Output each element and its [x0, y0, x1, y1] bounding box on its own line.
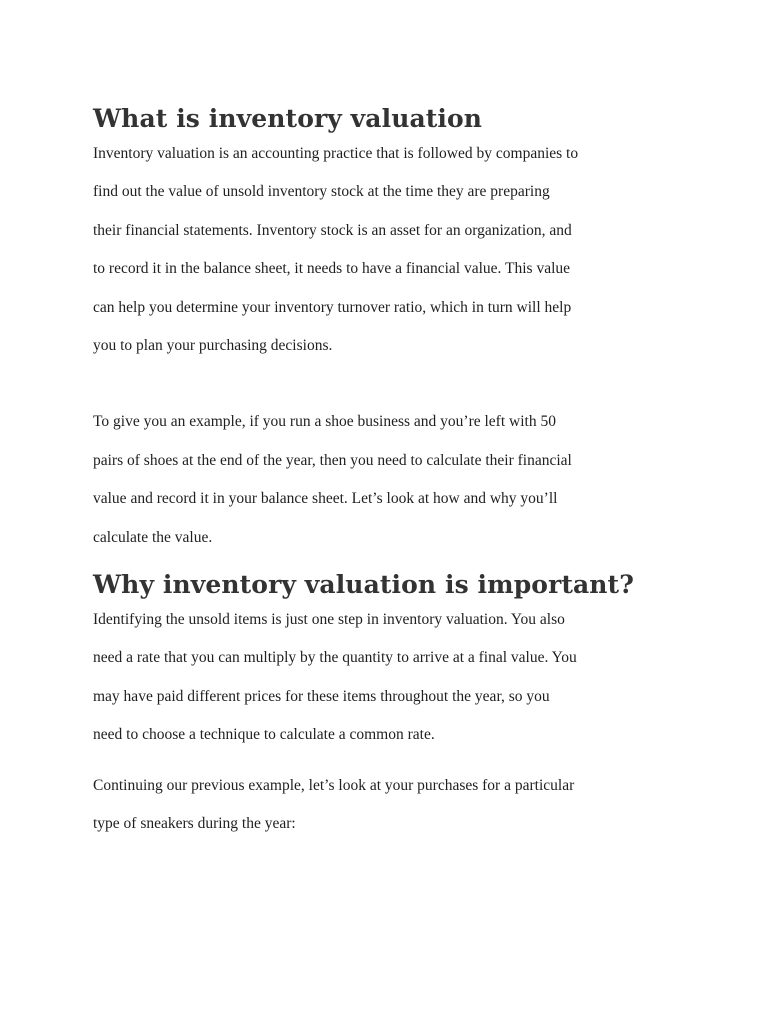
text-line: calculate the value. — [93, 528, 213, 546]
paragraph-spacer — [93, 365, 683, 403]
text-line: may have paid different prices for these items throughout the year, so you — [93, 687, 550, 705]
text-line: To give you an example, if you run a shoe business and you’re left with 50 — [93, 413, 556, 431]
text-line: Continuing our previous example, let’s look at your purchases for a particular — [93, 776, 575, 794]
text-line: their financial statements. Inventory stock is an asset for an organization, and — [93, 221, 572, 239]
heading-spacer — [93, 557, 683, 569]
text-line: value and record it in your balance sheet. Let’s look at how and why you’ll — [93, 490, 558, 508]
text-line: Inventory valuation is an accounting practice that is followed by companies to — [93, 145, 579, 162]
paragraph-rate — [93, 601, 683, 755]
text-line: need to choose a technique to calculate a common rate. — [93, 726, 435, 744]
text-line: find out the value of unsold inventory stock at the time they are preparing — [93, 183, 550, 201]
text-line: can help you determine your inventory turnover ratio, which in turn will help — [93, 298, 572, 316]
text-line: Identifying the unsold items is just one step in inventory valuation. You also — [93, 611, 565, 629]
section-heading-importance: Why inventory valuation is important? — [93, 570, 634, 600]
document-page — [93, 103, 683, 844]
text-line: to record it in the balance sheet, it needs to have a financial value. This value — [93, 260, 571, 278]
section-heading-inventory-valuation: What is inventory valuation — [93, 104, 483, 133]
text-line: pairs of shoes at the end of the year, then you need to calculate their financial — [93, 451, 572, 469]
paragraph-definition — [93, 135, 683, 365]
text-line: type of sneakers during the year: — [93, 815, 296, 833]
text-line: need a rate that you can multiply by the quantity to arrive at a final value. You — [93, 649, 577, 667]
paragraph-example — [93, 403, 683, 557]
paragraph-continuing-example — [93, 767, 683, 844]
paragraph-spacer — [93, 755, 683, 767]
text-line: you to plan your purchasing decisions. — [93, 337, 333, 355]
